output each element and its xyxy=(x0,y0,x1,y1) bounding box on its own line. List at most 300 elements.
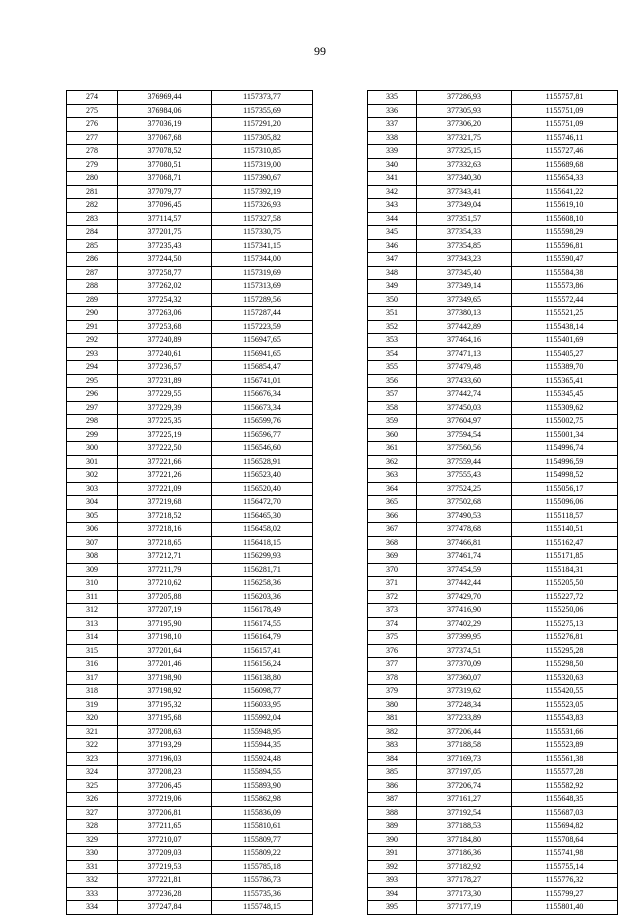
point-number-cell: 319 xyxy=(67,698,118,712)
y-coordinate-cell: 1156156,24 xyxy=(212,658,313,672)
x-coordinate-cell: 377466,81 xyxy=(417,536,512,550)
table-row xyxy=(67,442,313,456)
y-coordinate-cell: 1156465,30 xyxy=(212,509,313,523)
point-number-cell: 379 xyxy=(368,685,417,699)
point-number-cell: 327 xyxy=(67,806,118,820)
x-coordinate-cell: 377169,73 xyxy=(417,752,512,766)
table-row xyxy=(67,104,313,118)
point-number-cell: 316 xyxy=(67,658,118,672)
x-coordinate-cell: 377240,61 xyxy=(118,347,212,361)
point-number-cell: 386 xyxy=(368,779,417,793)
point-number-cell: 280 xyxy=(67,172,118,186)
x-coordinate-cell: 377221,66 xyxy=(118,455,212,469)
table-row xyxy=(368,833,618,847)
y-coordinate-cell: 1155748,15 xyxy=(212,901,313,915)
table-row xyxy=(368,779,618,793)
table-row xyxy=(67,698,313,712)
y-coordinate-cell: 1156676,34 xyxy=(212,388,313,402)
y-coordinate-cell: 1155140,51 xyxy=(512,523,618,537)
x-coordinate-cell: 377221,26 xyxy=(118,469,212,483)
x-coordinate-cell: 377210,62 xyxy=(118,577,212,591)
x-coordinate-cell: 377263,06 xyxy=(118,307,212,321)
table-row xyxy=(67,239,313,253)
x-coordinate-cell: 377195,68 xyxy=(118,712,212,726)
y-coordinate-cell: 1157289,56 xyxy=(212,293,313,307)
y-coordinate-cell: 1155573,86 xyxy=(512,280,618,294)
x-coordinate-cell: 377221,81 xyxy=(118,874,212,888)
x-coordinate-cell: 377198,92 xyxy=(118,685,212,699)
point-number-cell: 339 xyxy=(368,145,417,159)
y-coordinate-cell: 1155727,46 xyxy=(512,145,618,159)
point-number-cell: 299 xyxy=(67,428,118,442)
y-coordinate-cell: 1154996,74 xyxy=(512,442,618,456)
point-number-cell: 355 xyxy=(368,361,417,375)
table-row xyxy=(67,725,313,739)
x-coordinate-cell: 377559,44 xyxy=(417,455,512,469)
table-row xyxy=(67,118,313,132)
x-coordinate-cell: 377594,54 xyxy=(417,428,512,442)
x-coordinate-cell: 377195,32 xyxy=(118,698,212,712)
point-number-cell: 338 xyxy=(368,131,417,145)
y-coordinate-cell: 1155298,50 xyxy=(512,658,618,672)
table-row xyxy=(368,172,618,186)
point-number-cell: 382 xyxy=(368,725,417,739)
table-row xyxy=(67,145,313,159)
x-coordinate-cell: 377195,90 xyxy=(118,617,212,631)
y-coordinate-cell: 1155608,10 xyxy=(512,212,618,226)
point-number-cell: 296 xyxy=(67,388,118,402)
y-coordinate-cell: 1155948,95 xyxy=(212,725,313,739)
table-row xyxy=(67,253,313,267)
y-coordinate-cell: 1155276,81 xyxy=(512,631,618,645)
y-coordinate-cell: 1155275,13 xyxy=(512,617,618,631)
point-number-cell: 377 xyxy=(368,658,417,672)
table-row xyxy=(368,401,618,415)
y-coordinate-cell: 1156281,71 xyxy=(212,563,313,577)
point-number-cell: 302 xyxy=(67,469,118,483)
y-coordinate-cell: 1156472,70 xyxy=(212,496,313,510)
y-coordinate-cell: 1155523,05 xyxy=(512,698,618,712)
table-row xyxy=(67,334,313,348)
point-number-cell: 388 xyxy=(368,806,417,820)
x-coordinate-cell: 377402,29 xyxy=(417,617,512,631)
y-coordinate-cell: 1155250,06 xyxy=(512,604,618,618)
point-number-cell: 288 xyxy=(67,280,118,294)
y-coordinate-cell: 1155836,09 xyxy=(212,806,313,820)
point-number-cell: 282 xyxy=(67,199,118,213)
table-row xyxy=(368,523,618,537)
point-number-cell: 330 xyxy=(67,847,118,861)
y-coordinate-cell: 1155171,85 xyxy=(512,550,618,564)
x-coordinate-cell: 377325,15 xyxy=(417,145,512,159)
x-coordinate-cell: 377173,30 xyxy=(417,887,512,901)
table-row xyxy=(368,104,618,118)
y-coordinate-cell: 1157223,59 xyxy=(212,320,313,334)
x-coordinate-cell: 377502,68 xyxy=(417,496,512,510)
y-coordinate-cell: 1155751,09 xyxy=(512,118,618,132)
point-number-cell: 274 xyxy=(67,91,118,105)
table-row xyxy=(67,91,313,105)
x-coordinate-cell: 377332,63 xyxy=(417,158,512,172)
y-coordinate-cell: 1157310,85 xyxy=(212,145,313,159)
table-row xyxy=(368,91,618,105)
table-row xyxy=(67,280,313,294)
x-coordinate-cell: 377201,75 xyxy=(118,226,212,240)
y-coordinate-cell: 1156458,02 xyxy=(212,523,313,537)
point-number-cell: 320 xyxy=(67,712,118,726)
table-row xyxy=(368,442,618,456)
point-number-cell: 343 xyxy=(368,199,417,213)
coordinates-table-left xyxy=(66,90,313,915)
y-coordinate-cell: 1155924,48 xyxy=(212,752,313,766)
y-coordinate-cell: 1155641,22 xyxy=(512,185,618,199)
point-number-cell: 321 xyxy=(67,725,118,739)
point-number-cell: 370 xyxy=(368,563,417,577)
table-row xyxy=(368,820,618,834)
x-coordinate-cell: 377197,05 xyxy=(417,766,512,780)
page-number: 99 xyxy=(314,44,326,58)
table-row xyxy=(67,793,313,807)
y-coordinate-cell: 1156258,36 xyxy=(212,577,313,591)
y-coordinate-cell: 1156596,77 xyxy=(212,428,313,442)
x-coordinate-cell: 377524,25 xyxy=(417,482,512,496)
table-row xyxy=(368,334,618,348)
x-coordinate-cell: 377178,27 xyxy=(417,874,512,888)
x-coordinate-cell: 377193,29 xyxy=(118,739,212,753)
x-coordinate-cell: 377210,07 xyxy=(118,833,212,847)
x-coordinate-cell: 377211,65 xyxy=(118,820,212,834)
table-row xyxy=(67,266,313,280)
x-coordinate-cell: 376984,06 xyxy=(118,104,212,118)
x-coordinate-cell: 377555,43 xyxy=(417,469,512,483)
table-row xyxy=(368,860,618,874)
y-coordinate-cell: 1155184,31 xyxy=(512,563,618,577)
point-number-cell: 365 xyxy=(368,496,417,510)
point-number-cell: 344 xyxy=(368,212,417,226)
x-coordinate-cell: 377208,23 xyxy=(118,766,212,780)
y-coordinate-cell: 1155786,73 xyxy=(212,874,313,888)
point-number-cell: 389 xyxy=(368,820,417,834)
x-coordinate-cell: 377218,16 xyxy=(118,523,212,537)
y-coordinate-cell: 1155227,72 xyxy=(512,590,618,604)
y-coordinate-cell: 1156178,49 xyxy=(212,604,313,618)
x-coordinate-cell: 377177,19 xyxy=(417,901,512,915)
point-number-cell: 306 xyxy=(67,523,118,537)
x-coordinate-cell: 377254,32 xyxy=(118,293,212,307)
table-row xyxy=(368,361,618,375)
point-number-cell: 305 xyxy=(67,509,118,523)
table-row xyxy=(368,671,618,685)
point-number-cell: 277 xyxy=(67,131,118,145)
x-coordinate-cell: 377188,53 xyxy=(417,820,512,834)
point-number-cell: 335 xyxy=(368,91,417,105)
x-coordinate-cell: 377461,74 xyxy=(417,550,512,564)
x-coordinate-cell: 377340,30 xyxy=(417,172,512,186)
point-number-cell: 287 xyxy=(67,266,118,280)
point-number-cell: 361 xyxy=(368,442,417,456)
table-row xyxy=(67,563,313,577)
y-coordinate-cell: 1155893,90 xyxy=(212,779,313,793)
x-coordinate-cell: 377219,53 xyxy=(118,860,212,874)
point-number-cell: 352 xyxy=(368,320,417,334)
table-row xyxy=(368,347,618,361)
y-coordinate-cell: 1156673,34 xyxy=(212,401,313,415)
x-coordinate-cell: 377236,57 xyxy=(118,361,212,375)
x-coordinate-cell: 377196,03 xyxy=(118,752,212,766)
x-coordinate-cell: 377218,52 xyxy=(118,509,212,523)
y-coordinate-cell: 1155420,55 xyxy=(512,685,618,699)
x-coordinate-cell: 377231,89 xyxy=(118,374,212,388)
x-coordinate-cell: 377349,65 xyxy=(417,293,512,307)
point-number-cell: 311 xyxy=(67,590,118,604)
point-number-cell: 314 xyxy=(67,631,118,645)
table-row xyxy=(368,604,618,618)
table-row xyxy=(368,793,618,807)
point-number-cell: 340 xyxy=(368,158,417,172)
y-coordinate-cell: 1155523,89 xyxy=(512,739,618,753)
table-row xyxy=(67,590,313,604)
table-row xyxy=(368,307,618,321)
table-row xyxy=(368,536,618,550)
x-coordinate-cell: 377219,06 xyxy=(118,793,212,807)
table-row xyxy=(67,320,313,334)
point-number-cell: 279 xyxy=(67,158,118,172)
point-number-cell: 275 xyxy=(67,104,118,118)
table-row xyxy=(67,131,313,145)
table-row xyxy=(368,199,618,213)
y-coordinate-cell: 1155309,62 xyxy=(512,401,618,415)
table-row xyxy=(368,739,618,753)
x-coordinate-cell: 377235,43 xyxy=(118,239,212,253)
y-coordinate-cell: 1155689,68 xyxy=(512,158,618,172)
y-coordinate-cell: 1155735,36 xyxy=(212,887,313,901)
point-number-cell: 353 xyxy=(368,334,417,348)
y-coordinate-cell: 1155096,06 xyxy=(512,496,618,510)
x-coordinate-cell: 377374,51 xyxy=(417,644,512,658)
x-coordinate-cell: 377360,07 xyxy=(417,671,512,685)
x-coordinate-cell: 377479,48 xyxy=(417,361,512,375)
table-row xyxy=(368,428,618,442)
point-number-cell: 324 xyxy=(67,766,118,780)
y-coordinate-cell: 1155162,47 xyxy=(512,536,618,550)
y-coordinate-cell: 1155561,38 xyxy=(512,752,618,766)
y-coordinate-cell: 1157344,00 xyxy=(212,253,313,267)
table-row xyxy=(67,509,313,523)
table-row xyxy=(67,536,313,550)
point-number-cell: 348 xyxy=(368,266,417,280)
point-number-cell: 345 xyxy=(368,226,417,240)
x-coordinate-cell: 377208,63 xyxy=(118,725,212,739)
x-coordinate-cell: 377078,52 xyxy=(118,145,212,159)
y-coordinate-cell: 1155708,64 xyxy=(512,833,618,847)
x-coordinate-cell: 377114,57 xyxy=(118,212,212,226)
y-coordinate-cell: 1156164,79 xyxy=(212,631,313,645)
x-coordinate-cell: 377067,68 xyxy=(118,131,212,145)
x-coordinate-cell: 377454,59 xyxy=(417,563,512,577)
point-number-cell: 298 xyxy=(67,415,118,429)
x-coordinate-cell: 377380,13 xyxy=(417,307,512,321)
point-number-cell: 307 xyxy=(67,536,118,550)
point-number-cell: 395 xyxy=(368,901,417,915)
y-coordinate-cell: 1157291,20 xyxy=(212,118,313,132)
x-coordinate-cell: 377182,92 xyxy=(417,860,512,874)
table-row xyxy=(67,617,313,631)
point-number-cell: 281 xyxy=(67,185,118,199)
y-coordinate-cell: 1156174,55 xyxy=(212,617,313,631)
table-row xyxy=(368,658,618,672)
table-row xyxy=(368,685,618,699)
x-coordinate-cell: 377225,35 xyxy=(118,415,212,429)
table-row xyxy=(368,320,618,334)
y-coordinate-cell: 1155531,66 xyxy=(512,725,618,739)
table-row xyxy=(368,887,618,901)
table-row xyxy=(67,496,313,510)
x-coordinate-cell: 377206,74 xyxy=(417,779,512,793)
point-number-cell: 375 xyxy=(368,631,417,645)
table-row xyxy=(67,455,313,469)
y-coordinate-cell: 1155438,14 xyxy=(512,320,618,334)
table-row xyxy=(67,361,313,375)
table-row xyxy=(67,388,313,402)
y-coordinate-cell: 1155757,81 xyxy=(512,91,618,105)
table-row xyxy=(67,401,313,415)
y-coordinate-cell: 1155810,61 xyxy=(212,820,313,834)
table-row xyxy=(368,509,618,523)
point-number-cell: 309 xyxy=(67,563,118,577)
x-coordinate-cell: 377433,60 xyxy=(417,374,512,388)
table-row xyxy=(67,874,313,888)
table-row xyxy=(368,631,618,645)
table-row xyxy=(67,469,313,483)
x-coordinate-cell: 377478,68 xyxy=(417,523,512,537)
table-row xyxy=(368,226,618,240)
x-coordinate-cell: 377442,89 xyxy=(417,320,512,334)
y-coordinate-cell: 1155694,82 xyxy=(512,820,618,834)
y-coordinate-cell: 1156157,41 xyxy=(212,644,313,658)
y-coordinate-cell: 1155056,17 xyxy=(512,482,618,496)
y-coordinate-cell: 1157326,93 xyxy=(212,199,313,213)
point-number-cell: 383 xyxy=(368,739,417,753)
point-number-cell: 328 xyxy=(67,820,118,834)
table-row xyxy=(368,752,618,766)
x-coordinate-cell: 377321,75 xyxy=(417,131,512,145)
point-number-cell: 362 xyxy=(368,455,417,469)
y-coordinate-cell: 1155001,34 xyxy=(512,428,618,442)
x-coordinate-cell: 377229,39 xyxy=(118,401,212,415)
x-coordinate-cell: 377229,55 xyxy=(118,388,212,402)
table-row xyxy=(67,577,313,591)
point-number-cell: 368 xyxy=(368,536,417,550)
x-coordinate-cell: 377262,02 xyxy=(118,280,212,294)
point-number-cell: 341 xyxy=(368,172,417,186)
y-coordinate-cell: 1157313,69 xyxy=(212,280,313,294)
y-coordinate-cell: 1155521,25 xyxy=(512,307,618,321)
table-row xyxy=(67,779,313,793)
y-coordinate-cell: 1155799,27 xyxy=(512,887,618,901)
x-coordinate-cell: 377192,54 xyxy=(417,806,512,820)
x-coordinate-cell: 377429,70 xyxy=(417,590,512,604)
point-number-cell: 390 xyxy=(368,833,417,847)
point-number-cell: 293 xyxy=(67,347,118,361)
point-number-cell: 283 xyxy=(67,212,118,226)
x-coordinate-cell: 377464,16 xyxy=(417,334,512,348)
y-coordinate-cell: 1155809,22 xyxy=(212,847,313,861)
x-coordinate-cell: 377490,53 xyxy=(417,509,512,523)
point-number-cell: 315 xyxy=(67,644,118,658)
table-row xyxy=(67,212,313,226)
table-row xyxy=(67,766,313,780)
x-coordinate-cell: 377442,44 xyxy=(417,577,512,591)
point-number-cell: 325 xyxy=(67,779,118,793)
x-coordinate-cell: 377225,19 xyxy=(118,428,212,442)
table-row xyxy=(368,158,618,172)
point-number-cell: 367 xyxy=(368,523,417,537)
table-row xyxy=(67,347,313,361)
y-coordinate-cell: 1156741,01 xyxy=(212,374,313,388)
table-row xyxy=(67,658,313,672)
point-number-cell: 359 xyxy=(368,415,417,429)
y-coordinate-cell: 1157327,58 xyxy=(212,212,313,226)
x-coordinate-cell: 377450,03 xyxy=(417,401,512,415)
table-row xyxy=(368,847,618,861)
x-coordinate-cell: 377305,93 xyxy=(417,104,512,118)
point-number-cell: 308 xyxy=(67,550,118,564)
table-row xyxy=(67,901,313,915)
y-coordinate-cell: 1155741,98 xyxy=(512,847,618,861)
point-number-cell: 295 xyxy=(67,374,118,388)
y-coordinate-cell: 1157330,75 xyxy=(212,226,313,240)
point-number-cell: 276 xyxy=(67,118,118,132)
point-number-cell: 349 xyxy=(368,280,417,294)
point-number-cell: 347 xyxy=(368,253,417,267)
point-number-cell: 313 xyxy=(67,617,118,631)
x-coordinate-cell: 377244,50 xyxy=(118,253,212,267)
point-number-cell: 346 xyxy=(368,239,417,253)
y-coordinate-cell: 1155543,83 xyxy=(512,712,618,726)
y-coordinate-cell: 1155598,29 xyxy=(512,226,618,240)
x-coordinate-cell: 377354,85 xyxy=(417,239,512,253)
point-number-cell: 297 xyxy=(67,401,118,415)
x-coordinate-cell: 377222,50 xyxy=(118,442,212,456)
x-coordinate-cell: 377248,34 xyxy=(417,698,512,712)
table-row xyxy=(368,253,618,267)
point-number-cell: 392 xyxy=(368,860,417,874)
y-coordinate-cell: 1154998,52 xyxy=(512,469,618,483)
x-coordinate-cell: 377205,88 xyxy=(118,590,212,604)
table-row xyxy=(67,226,313,240)
x-coordinate-cell: 377354,33 xyxy=(417,226,512,240)
table-row xyxy=(67,550,313,564)
point-number-cell: 331 xyxy=(67,860,118,874)
y-coordinate-cell: 1157355,69 xyxy=(212,104,313,118)
point-number-cell: 358 xyxy=(368,401,417,415)
y-coordinate-cell: 1156528,91 xyxy=(212,455,313,469)
x-coordinate-cell: 377036,19 xyxy=(118,118,212,132)
table-row xyxy=(368,415,618,429)
x-coordinate-cell: 377319,62 xyxy=(417,685,512,699)
table-row xyxy=(368,239,618,253)
x-coordinate-cell: 377253,68 xyxy=(118,320,212,334)
table-row xyxy=(368,563,618,577)
x-coordinate-cell: 377096,45 xyxy=(118,199,212,213)
table-row xyxy=(368,469,618,483)
x-coordinate-cell: 377211,79 xyxy=(118,563,212,577)
y-coordinate-cell: 1155577,28 xyxy=(512,766,618,780)
x-coordinate-cell: 377188,58 xyxy=(417,739,512,753)
y-coordinate-cell: 1155944,35 xyxy=(212,739,313,753)
x-coordinate-cell: 377258,77 xyxy=(118,266,212,280)
x-coordinate-cell: 377068,71 xyxy=(118,172,212,186)
